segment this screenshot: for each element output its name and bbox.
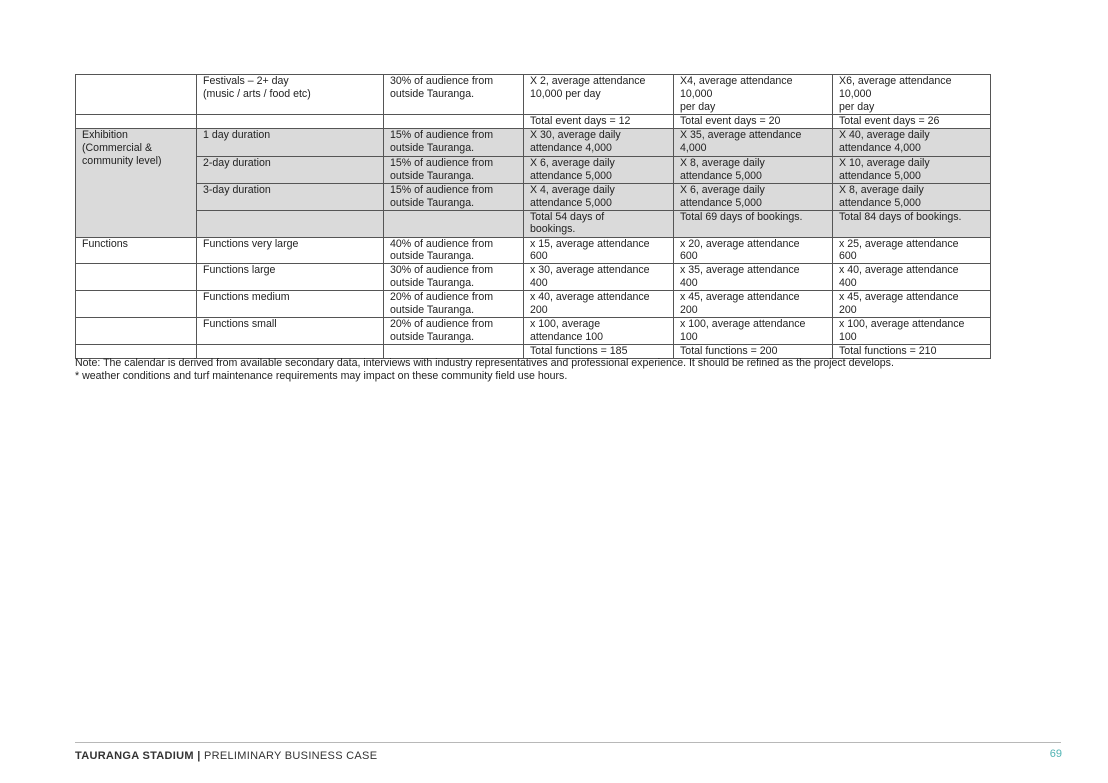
table-cell: 15% of audience from outside Tauranga. — [384, 128, 524, 156]
table-row — [76, 291, 991, 318]
table-cell: X 40, average daily attendance 4,000 — [833, 128, 991, 156]
table-cell — [384, 115, 524, 129]
table-cell: x 45, average attendance 200 — [674, 291, 833, 318]
table-cell: x 35, average attendance 400 — [674, 264, 833, 291]
table-row — [76, 264, 991, 291]
table-cell: x 100, average attendance 100 — [524, 318, 674, 345]
table-cell: X6, average attendance 10,000 per day — [833, 75, 991, 115]
table-cell-exhibition: Exhibition (Commercial & community level) — [76, 128, 197, 237]
table-cell: 15% of audience from outside Tauranga. — [384, 183, 524, 210]
table-cell: 20% of audience from outside Tauranga. — [384, 291, 524, 318]
table-cell: Festivals – 2+ day (music / arts / food etc) — [197, 75, 384, 115]
table-row — [76, 156, 991, 183]
table-cell: x 20, average attendance 600 — [674, 237, 833, 264]
table-cell: Total 84 days of bookings. — [833, 210, 991, 237]
table-cell: x 45, average attendance 200 — [833, 291, 991, 318]
table-cell — [76, 264, 197, 291]
table-cell: x 25, average attendance 600 — [833, 237, 991, 264]
table-cell — [76, 318, 197, 345]
weather-footnote: * weather conditions and turf maintenance requirements may impact on these community field use hours. — [75, 370, 568, 382]
table-row — [76, 210, 991, 237]
table-cell — [197, 210, 384, 237]
table-cell — [384, 210, 524, 237]
footer-title-bold: TAURANGA STADIUM | — [75, 750, 201, 762]
table-cell: X 8, average daily attendance 5,000 — [833, 183, 991, 210]
table-cell: x 30, average attendance 400 — [524, 264, 674, 291]
table-cell: Functions large — [197, 264, 384, 291]
table-cell: x 40, average attendance 400 — [833, 264, 991, 291]
footer-title-rest: PRELIMINARY BUSINESS CASE — [200, 750, 378, 762]
table-cell: 30% of audience from outside Tauranga. — [384, 75, 524, 115]
table-cell: Total event days = 26 — [833, 115, 991, 129]
table-cell — [76, 291, 197, 318]
table-cell: 20% of audience from outside Tauranga. — [384, 318, 524, 345]
table-row — [76, 318, 991, 345]
table-cell: X 6, average daily attendance 5,000 — [674, 183, 833, 210]
table-cell: 15% of audience from outside Tauranga. — [384, 156, 524, 183]
table-cell: 30% of audience from outside Tauranga. — [384, 264, 524, 291]
table-row — [76, 237, 991, 264]
table-cell: 2-day duration — [197, 156, 384, 183]
table-cell: Total event days = 20 — [674, 115, 833, 129]
table-row — [76, 75, 991, 115]
table-cell: Functions — [76, 237, 197, 264]
table-cell: X 2, average attendance 10,000 per day — [524, 75, 674, 115]
table-cell — [76, 115, 197, 129]
table-cell: x 15, average attendance 600 — [524, 237, 674, 264]
table-note: Note: The calendar is derived from available secondary data, interviews with industry representatives and professional experience. It should be refined as the project develops. — [75, 357, 894, 369]
table-row — [76, 183, 991, 210]
table-cell: Total functions = 200 — [674, 345, 833, 359]
table-cell: x 40, average attendance 200 — [524, 291, 674, 318]
table-cell: X 6, average daily attendance 5,000 — [524, 156, 674, 183]
table-cell: Total 69 days of bookings. — [674, 210, 833, 237]
table-cell: 3-day duration — [197, 183, 384, 210]
table-cell: x 100, average attendance 100 — [833, 318, 991, 345]
table-cell — [197, 115, 384, 129]
table-cell: Total functions = 185 — [524, 345, 674, 359]
table-cell: X 8, average daily attendance 5,000 — [674, 156, 833, 183]
table-cell: X 10, average daily attendance 5,000 — [833, 156, 991, 183]
table-cell: X4, average attendance 10,000 per day — [674, 75, 833, 115]
table-row — [76, 128, 991, 156]
table-cell: 1 day duration — [197, 128, 384, 156]
table-row — [76, 115, 991, 129]
footer-divider — [75, 742, 1061, 743]
table-cell: Total functions = 210 — [833, 345, 991, 359]
table-cell: Functions very large — [197, 237, 384, 264]
table-cell: 40% of audience from outside Tauranga. — [384, 237, 524, 264]
footer-document-title — [75, 750, 377, 762]
table-cell: X 4, average daily attendance 5,000 — [524, 183, 674, 210]
table-cell: Total event days = 12 — [524, 115, 674, 129]
table-cell: X 35, average attendance 4,000 — [674, 128, 833, 156]
page-number: 69 — [1049, 748, 1062, 760]
table-cell: Functions medium — [197, 291, 384, 318]
table-cell: Total 54 days of bookings. — [524, 210, 674, 237]
event-calendar-table — [75, 74, 991, 359]
table-cell: x 100, average attendance 100 — [674, 318, 833, 345]
table-cell — [76, 75, 197, 115]
table-cell: Functions small — [197, 318, 384, 345]
table-cell: X 30, average daily attendance 4,000 — [524, 128, 674, 156]
